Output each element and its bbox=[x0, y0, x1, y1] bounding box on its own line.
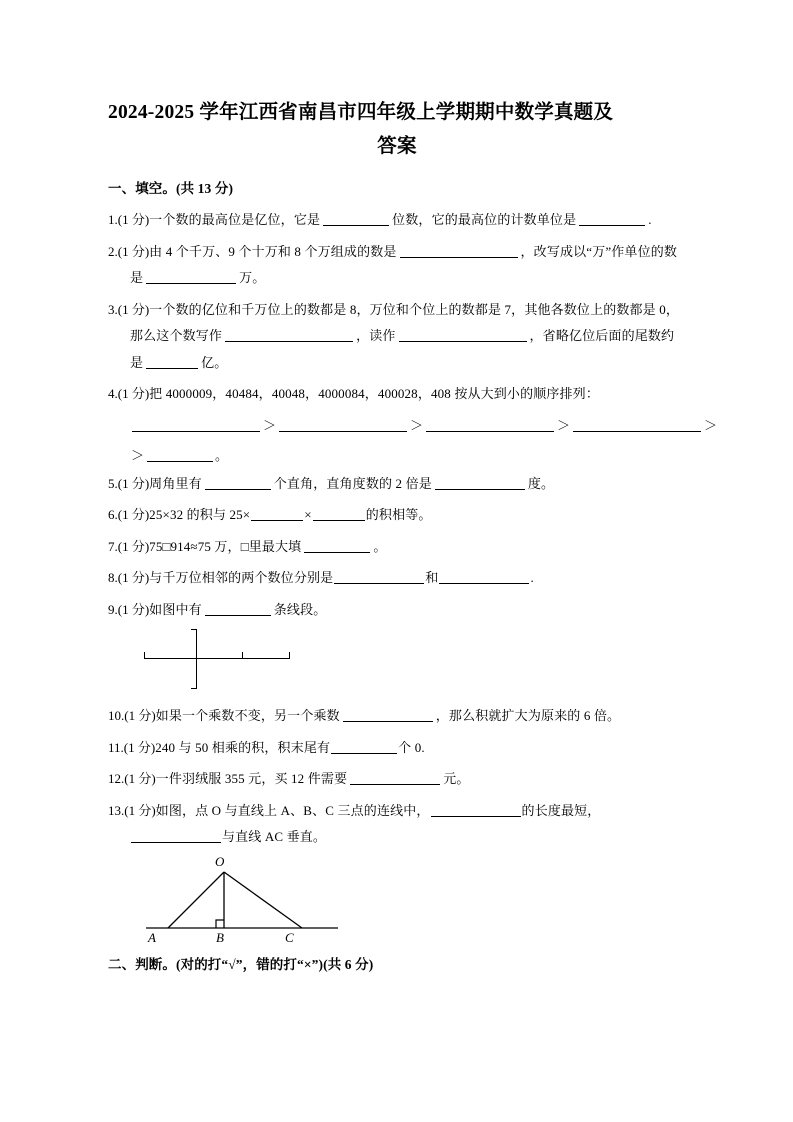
question-3-text-d: 亿。 bbox=[201, 354, 228, 370]
question-4-blank-4[interactable] bbox=[573, 418, 701, 432]
question-1-text-b: 位数，它的最高位的计数单位是 bbox=[392, 212, 577, 227]
question-10-number: 10. bbox=[108, 708, 125, 723]
question-8 bbox=[108, 565, 686, 592]
page-content bbox=[108, 96, 718, 983]
tick-mark-middle bbox=[242, 652, 243, 659]
question-5 bbox=[108, 471, 686, 498]
question-1 bbox=[108, 207, 686, 234]
question-5-blank-2[interactable] bbox=[435, 476, 525, 490]
question-5-text-a: 周角里有 bbox=[149, 475, 202, 491]
question-5-number: 5. bbox=[108, 475, 118, 491]
question-2-text-a: 由 4 个千万、9 个十万和 8 个万组成的数是 bbox=[149, 243, 397, 259]
triangle-label-A: A bbox=[148, 929, 156, 945]
question-12-text-b: 元。 bbox=[443, 771, 470, 786]
question-13-blank-1[interactable] bbox=[431, 803, 521, 817]
question-10-text-b: ，那么积就扩大为原来的 6 倍。 bbox=[435, 708, 621, 723]
question-4-number: 4. bbox=[108, 386, 118, 401]
question-8-blank-2[interactable] bbox=[439, 570, 529, 584]
question-3 bbox=[108, 297, 686, 377]
question-10 bbox=[108, 703, 686, 730]
question-4-separator-2: ＞ bbox=[410, 417, 424, 433]
question-10-text-a: 如果一个乘数不变，另一个乘数 bbox=[155, 708, 340, 723]
question-2-blank-2[interactable] bbox=[146, 270, 236, 284]
question-11 bbox=[108, 735, 686, 762]
question-3-blank-3[interactable] bbox=[146, 355, 198, 369]
page-title bbox=[108, 96, 686, 164]
question-9-text-b: 条线段。 bbox=[273, 601, 327, 617]
question-5-blank-1[interactable] bbox=[205, 476, 271, 490]
page-title-line1: 2024-2025 学年江西省南昌市四年级上学期期中数学真题及 bbox=[108, 102, 614, 123]
question-7-points: (1 分) bbox=[117, 538, 150, 554]
question-13 bbox=[108, 798, 686, 851]
question-13-points: (1 分) bbox=[124, 802, 156, 818]
question-9-blank-1[interactable] bbox=[205, 602, 271, 616]
question-4-points: (1 分) bbox=[117, 386, 150, 401]
question-2-blank-1[interactable] bbox=[400, 244, 518, 258]
question-1-text-c: . bbox=[648, 212, 652, 227]
question-4-separator-1: ＞ bbox=[263, 417, 277, 433]
question-7-text-b: 。 bbox=[373, 538, 387, 554]
question-9-points: (1 分) bbox=[117, 601, 150, 617]
question-4-separator-3: ＞ bbox=[557, 417, 571, 433]
question-6-blank-1[interactable] bbox=[251, 507, 303, 521]
question-3-number: 3. bbox=[108, 301, 118, 317]
question-1-blank-1[interactable] bbox=[323, 212, 389, 226]
endpoint-cap-right bbox=[289, 652, 290, 659]
question-3-blank-1[interactable] bbox=[225, 328, 353, 342]
question-6-text-c: 的积相等。 bbox=[365, 507, 432, 522]
question-1-blank-2[interactable] bbox=[579, 212, 645, 226]
question-5-text-b: 个直角，直角度数的 2 倍是 bbox=[273, 475, 432, 491]
question-8-text-c: . bbox=[530, 570, 534, 585]
question-3-text-c: ，省略亿位后面的尾数约是 bbox=[130, 328, 675, 370]
question-1-text-a: 一个数的最高位是亿位，它是 bbox=[149, 212, 321, 227]
horizontal-line bbox=[144, 658, 290, 659]
question-9 bbox=[108, 597, 686, 624]
question-12-blank-1[interactable] bbox=[350, 771, 440, 785]
page-title-line2: 答案 bbox=[377, 136, 417, 157]
question-4-separator-5: ＞ bbox=[131, 447, 145, 463]
question-1-number: 1. bbox=[108, 212, 118, 227]
question-2-text-c: 万。 bbox=[239, 270, 266, 285]
question-6-text-b: × bbox=[304, 507, 312, 522]
question-4-separator-4: ＞ bbox=[704, 417, 718, 433]
triangle-figure-svg bbox=[142, 854, 372, 948]
question-3-text-a: 一个数的亿位和千万位上的数都是 8，万位和个位上的数都是 7，其他各数位上的数都是 0，那么这个数写作 bbox=[130, 301, 680, 343]
question-10-points: (1 分) bbox=[124, 708, 156, 723]
triangle-label-B: B bbox=[216, 929, 224, 945]
question-13-text-b: 的长度最短， bbox=[521, 802, 601, 818]
endpoint-cap-bottom bbox=[191, 688, 197, 689]
question-8-text-b: 和 bbox=[425, 570, 439, 585]
question-6-points: (1 分) bbox=[117, 507, 150, 522]
question-13-text-c: 与直线 AC 垂直。 bbox=[222, 829, 327, 844]
question-1-points: (1 分) bbox=[117, 212, 150, 227]
question-4-blank-1[interactable] bbox=[132, 418, 260, 432]
triangle-label-C: C bbox=[285, 929, 294, 945]
question-4-blank-3[interactable] bbox=[426, 418, 554, 432]
line-segment-figure bbox=[134, 627, 334, 701]
question-3-text-b: ，读作 bbox=[356, 328, 396, 343]
question-2-text-b: ，改写成以“万”作单位的数是 bbox=[130, 243, 678, 285]
question-12 bbox=[108, 766, 686, 793]
question-11-number: 11. bbox=[108, 739, 124, 755]
question-7-number: 7. bbox=[108, 538, 118, 554]
question-3-blank-2[interactable] bbox=[399, 328, 527, 342]
question-8-points: (1 分) bbox=[117, 570, 150, 585]
segment-OC bbox=[224, 872, 302, 928]
question-13-number: 13. bbox=[108, 802, 125, 818]
right-angle-mark bbox=[216, 920, 224, 928]
question-2 bbox=[108, 239, 686, 292]
question-5-text-c: 度。 bbox=[527, 475, 555, 491]
question-4-blank-2[interactable] bbox=[279, 418, 407, 432]
question-8-text-a: 与千万位相邻的两个数位分别是 bbox=[149, 570, 334, 585]
question-6-blank-2[interactable] bbox=[313, 507, 365, 521]
question-6-number: 6. bbox=[108, 507, 118, 522]
question-13-blank-2[interactable] bbox=[131, 829, 221, 843]
question-8-number: 8. bbox=[108, 570, 118, 585]
question-2-points: (1 分) bbox=[117, 243, 150, 259]
question-10-blank-1[interactable] bbox=[343, 708, 433, 722]
question-4-blank-5[interactable] bbox=[147, 448, 213, 462]
question-7-blank-1[interactable] bbox=[304, 539, 370, 553]
question-12-points: (1 分) bbox=[124, 771, 156, 786]
endpoint-cap-left bbox=[144, 652, 145, 659]
question-9-number: 9. bbox=[108, 601, 118, 617]
question-11-text-b: 个 0. bbox=[398, 739, 425, 755]
section-heading-fill-in-blanks: 一、填空。(共 13 分) bbox=[108, 181, 234, 196]
question-4-ordering-row-1 bbox=[108, 411, 718, 441]
question-11-points: (1 分) bbox=[123, 739, 156, 755]
question-11-text-a: 240 与 50 相乘的积，积末尾有 bbox=[155, 739, 331, 755]
section-heading-true-false: 二、判断。(对的打“√”，错的打“×”)(共 6 分) bbox=[108, 956, 374, 972]
question-6-text-a: 25×32 的积与 25× bbox=[149, 507, 251, 522]
question-11-blank-1[interactable] bbox=[331, 740, 397, 754]
question-7 bbox=[108, 534, 686, 561]
question-5-points: (1 分) bbox=[117, 475, 150, 491]
question-3-points: (1 分) bbox=[117, 301, 150, 317]
question-4 bbox=[108, 381, 686, 408]
question-13-text-a: 如图，点 O 与直线上 A、B、C 三点的连线中， bbox=[155, 802, 430, 818]
triangle-figure bbox=[142, 854, 372, 948]
question-8-blank-1[interactable] bbox=[334, 570, 424, 584]
question-6 bbox=[108, 502, 686, 529]
question-9-text-a: 如图中有 bbox=[149, 601, 202, 617]
triangle-label-O: O bbox=[215, 853, 225, 869]
vertical-line bbox=[196, 629, 197, 689]
question-2-number: 2. bbox=[108, 243, 118, 259]
question-4-ordering-row-2 bbox=[108, 441, 686, 471]
question-12-number: 12. bbox=[108, 771, 125, 786]
question-4-end: 。 bbox=[215, 447, 229, 463]
endpoint-cap-top bbox=[191, 629, 197, 630]
question-12-text-a: 一件羽绒服 355 元，买 12 件需要 bbox=[155, 771, 348, 786]
question-4-text: 把 4000009，40484，40048，4000084，400028，408 按从大到小的顺序排列： bbox=[149, 386, 599, 401]
question-7-text-a: 75□914≈75 万，□里最大填 bbox=[149, 538, 302, 554]
